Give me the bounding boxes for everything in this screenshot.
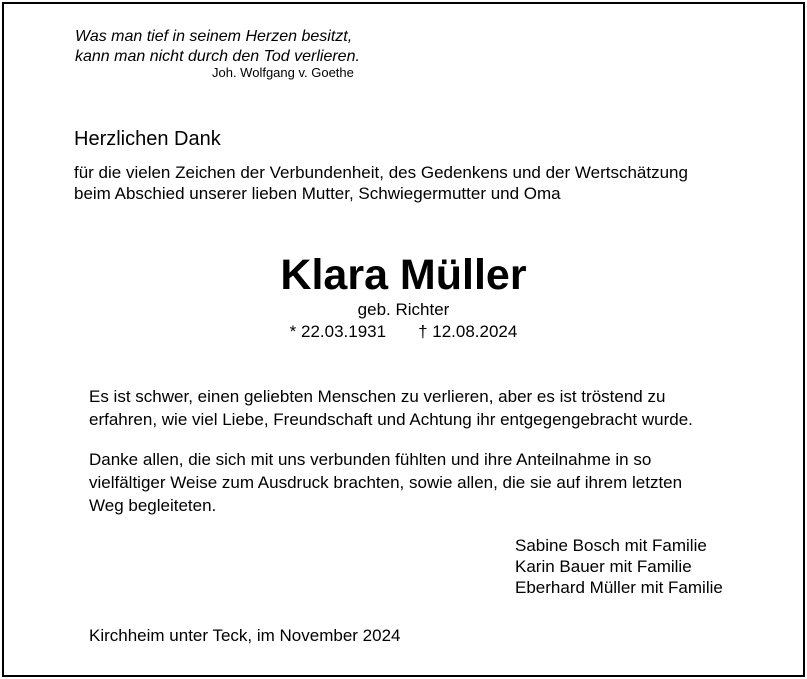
thanks-line: für die vielen Zeichen der Verbundenheit, des Gedenkens und der Wertschätzung [74,163,688,182]
paragraph-line: vielfältiger Weise zum Ausdruck brachten, sowie allen, die sie auf ihrem letzten [89,473,683,492]
signers-list [515,535,723,598]
quote-line: kann man nicht durch den Tod verlieren. [75,48,360,65]
birth-date: * 22.03.1931 [289,322,387,341]
paragraph-gratitude [89,448,682,517]
quote-author: Joh. Wolfgang v. Goethe [212,65,354,80]
paragraph-comfort [89,385,693,431]
signer: Karin Bauer mit Familie [515,557,692,576]
thanks-heading: Herzlichen Dank [74,128,221,150]
paragraph-line: Weg begleiteten. [89,496,217,515]
paragraph-line: Es ist schwer, einen geliebten Menschen zu verlieren, aber es ist tröstend zu [89,387,666,406]
birth-name: geb. Richter [357,300,450,319]
place-date: Kirchheim unter Teck, im November 2024 [89,626,401,645]
thanks-text [74,162,688,204]
deceased-name: Klara Müller [280,251,527,299]
life-dates [0,321,807,342]
quote-line: Was man tief in seinem Herzen besitzt, [75,28,353,45]
paragraph-line: Danke allen, die sich mit uns verbunden fühlten und ihre Anteilnahme in so [89,450,652,469]
thanks-line: beim Abschied unserer lieben Mutter, Schwiegermutter und Oma [74,184,561,203]
signer: Eberhard Müller mit Familie [515,578,723,597]
signer: Sabine Bosch mit Familie [515,536,707,555]
goethe-quote [75,27,360,67]
death-date: † 12.08.2024 [418,322,518,341]
paragraph-line: erfahren, wie viel Liebe, Freundschaft und Achtung ihr entgegengebracht wurde. [89,410,693,429]
